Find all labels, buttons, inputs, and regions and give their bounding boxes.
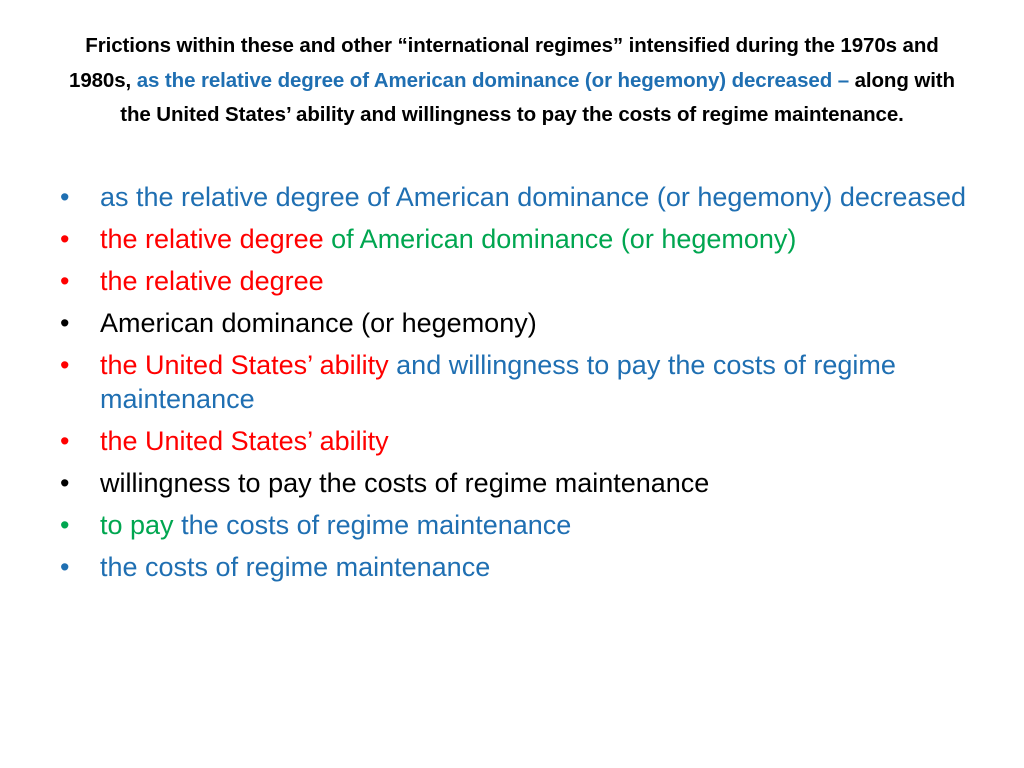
bullet-item — [56, 222, 976, 256]
bullet-item — [56, 508, 976, 542]
bullet-text-segment: willingness to pay the costs of regime maintenance — [100, 468, 710, 498]
bullet-dot-icon: • — [60, 182, 70, 212]
title-part-2: as the relative degree of American dominance (or hegemony) decreased – — [136, 68, 855, 92]
title-part-1: Frictions within these and other “international regimes” intensified during the 1970s and 1980s, — [69, 34, 939, 92]
bullet-item — [56, 348, 976, 416]
bullet-text-segment: of American dominance (or hegemony) — [331, 224, 797, 254]
bullet-item — [56, 180, 976, 214]
bullet-text-segment: and willingness to pay the costs of regime maintenance — [100, 350, 896, 414]
title-part-3: along with the United States’ ability and willingness to pay the costs of regime maintenance. — [120, 68, 955, 126]
bullet-text-segment: the costs of regime maintenance — [100, 552, 491, 582]
bullet-dot-icon: • — [60, 350, 70, 380]
bullet-item — [56, 550, 976, 584]
bullet-text-segment: the United States’ ability — [100, 426, 389, 456]
bullet-text-segment: American dominance (or hegemony) — [100, 308, 537, 338]
bullet-text-segment: as the relative degree of American dominance (or hegemony) decreased — [100, 182, 966, 212]
bullet-text-segment: the costs of regime maintenance — [181, 510, 572, 540]
bullet-dot-icon: • — [60, 468, 70, 498]
bullet-dot-icon: • — [60, 510, 70, 540]
bullet-item — [56, 466, 976, 500]
bullet-item — [56, 424, 976, 458]
bullet-text-segment: the relative degree — [100, 224, 332, 254]
bullet-dot-icon: • — [60, 224, 70, 254]
bullet-list — [56, 180, 976, 592]
bullet-text-segment: the relative degree — [100, 266, 324, 296]
bullet-dot-icon: • — [60, 308, 70, 338]
bullet-dot-icon: • — [60, 552, 70, 582]
bullet-item — [56, 264, 976, 298]
slide-title — [52, 29, 972, 133]
bullet-item — [56, 306, 976, 340]
bullet-text-segment: to pay — [100, 510, 182, 540]
bullet-dot-icon: • — [60, 426, 70, 456]
bullet-dot-icon: • — [60, 266, 70, 296]
bullet-text-segment: the United States’ ability — [100, 350, 397, 380]
